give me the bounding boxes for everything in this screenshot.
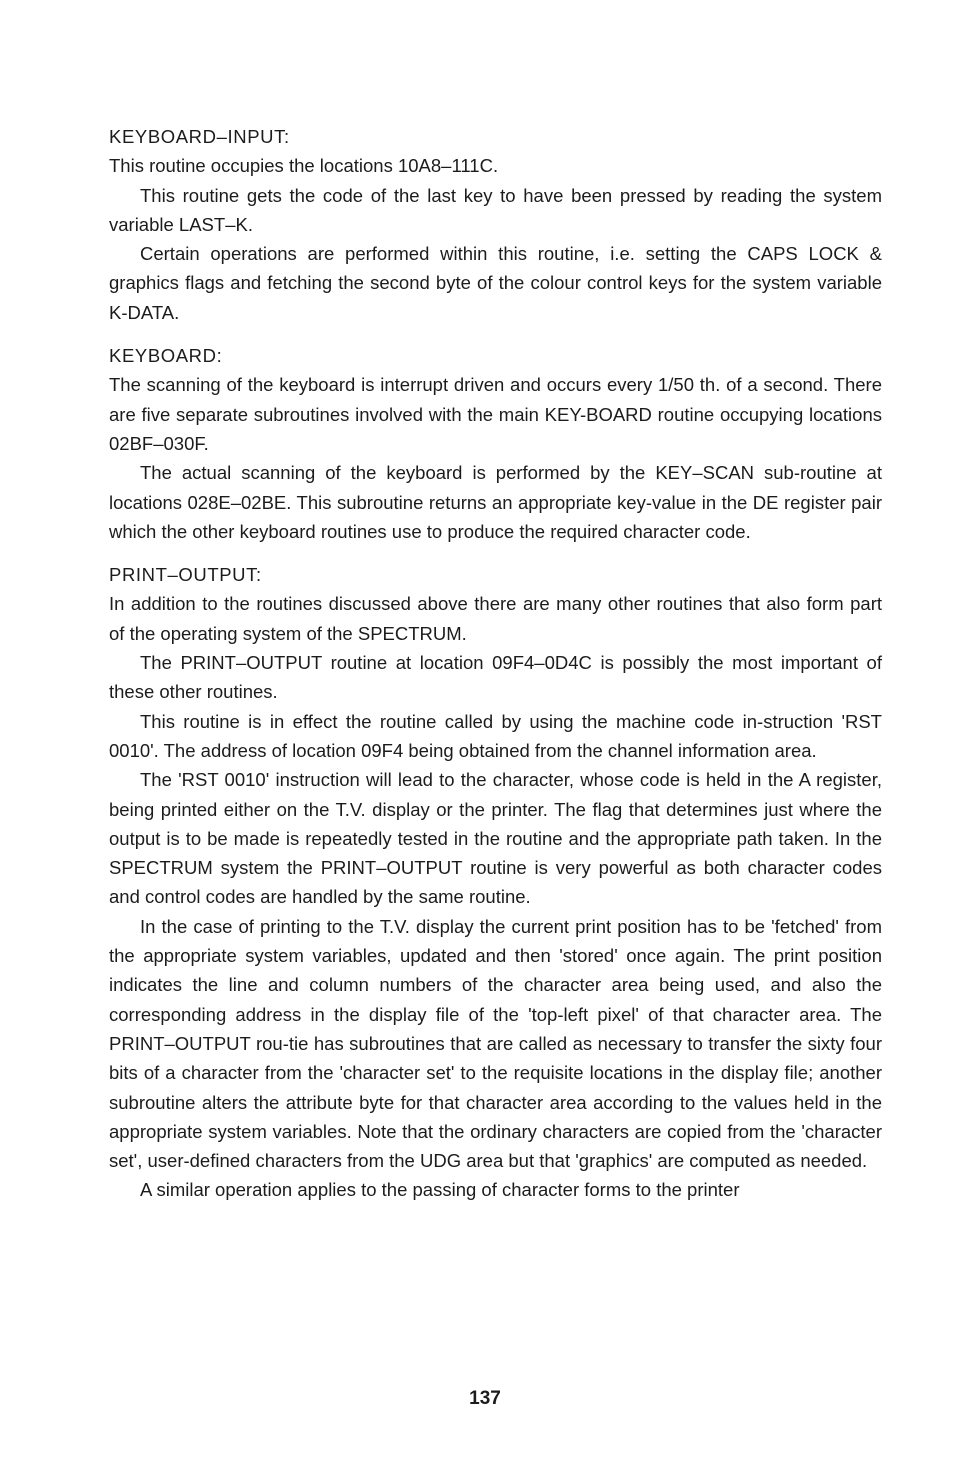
section-print-output	[109, 560, 882, 1205]
paragraph: The 'RST 0010' instruction will lead to the character, whose code is held in the A register, being printed either on the T.V. display or the printer. The flag that determines just where the output is to be made is repeatedly tested in the routine and the appropriate path taken. In the SPECTRUM system the PRINT–OUTPUT routine is very powerful as both character codes and control codes are handled by the same routine.	[109, 769, 882, 908]
paragraph: In the case of printing to the T.V. display the current print position has to be 'fetched' from the appropriate system variables, updated and then 'stored' once again. The print position indicates the line and column numbers of the character area being used, and also the corresponding address in the display file of the 'top-left pixel' of that character area. The PRINT–OUTPUT rou-tie has subroutines that are called as necessary to transfer the sixty four bits of a character from the 'character set' to the requisite locations in the display file; another subroutine alters the attribute byte for that character area according to the values held in the appropriate system variables. Note that the ordinary characters are copied from the 'character set', user-defined characters from the UDG area but that 'graphics' are computed as needed.	[109, 915, 882, 1172]
page-number: 137	[469, 1388, 501, 1409]
paragraph: This routine gets the code of the last key to have been pressed by reading the system variable LAST–K.	[109, 184, 882, 235]
paragraph: Certain operations are performed within this routine, i.e. setting the CAPS LOCK & graphics flags and fetching the second byte of the colour control keys for the system variable K-DATA.	[109, 243, 882, 323]
section-keyboard	[109, 341, 882, 546]
paragraph: The PRINT–OUTPUT routine at location 09F4–0D4C is possibly the most important of these other routines.	[109, 652, 882, 703]
section-heading: PRINT–OUTPUT:	[109, 564, 262, 586]
paragraph: This routine occupies the locations 10A8–111C.	[109, 155, 499, 177]
paragraph: This routine is in effect the routine called by using the machine code in-struction 'RST 0010'. The address of location 09F4 being obtained from the channel information area.	[109, 710, 882, 761]
page-body	[109, 122, 882, 1219]
paragraph: In addition to the routines discussed above there are many other routines that also form part of the operating system of the SPECTRUM.	[109, 593, 882, 644]
section-heading: KEYBOARD:	[109, 345, 223, 367]
paragraph: The scanning of the keyboard is interrupt driven and occurs every 1/50 th. of a second. There are five separate subroutines involved with the main KEY-BOARD routine occupying locations 02BF–030F.	[109, 374, 882, 454]
paragraph: The actual scanning of the keyboard is performed by the KEY–SCAN sub-routine at locations 028E–02BE. This subroutine returns an appropriate key-value in the DE register pair which the other keyboard routines use to produce the required character code.	[109, 462, 882, 542]
section-keyboard-input	[109, 122, 882, 327]
paragraph: A similar operation applies to the passing of character forms to the printer	[140, 1179, 740, 1201]
section-heading: KEYBOARD–INPUT:	[109, 126, 290, 147]
